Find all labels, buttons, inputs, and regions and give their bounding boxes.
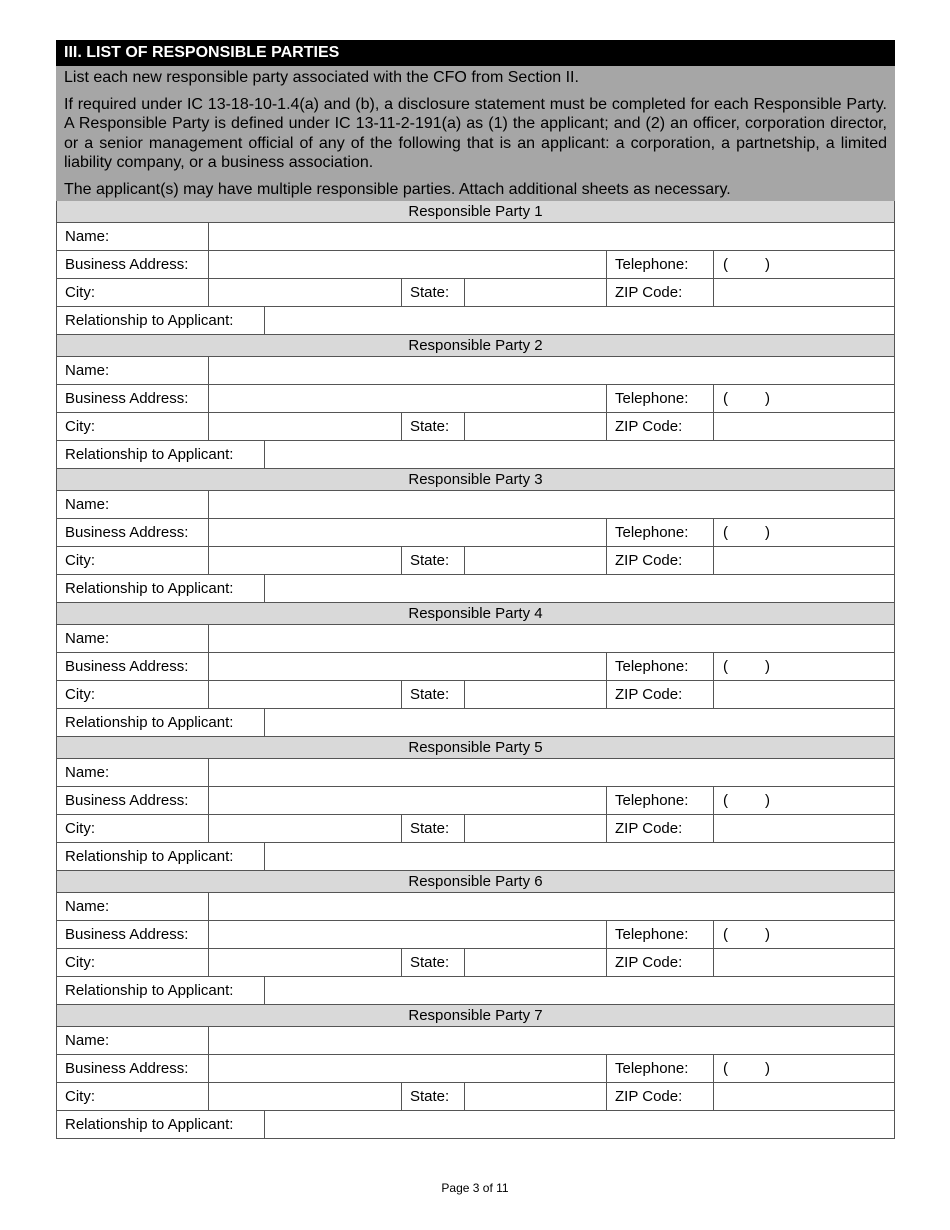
name-row	[56, 491, 895, 519]
telephone-area-close: )	[765, 926, 770, 943]
city-row	[56, 279, 895, 307]
relationship-row	[56, 1111, 895, 1139]
city-row	[56, 815, 895, 843]
name-row	[56, 893, 895, 921]
relationship-field[interactable]	[265, 843, 895, 870]
address-row	[56, 519, 895, 547]
city-label: City:	[65, 284, 95, 301]
state-field[interactable]	[465, 815, 606, 842]
zip-field[interactable]	[714, 949, 895, 976]
zip-field[interactable]	[714, 279, 895, 306]
business-address-field[interactable]	[209, 251, 606, 278]
telephone-area-open: (	[723, 1060, 728, 1077]
business-address-label: Business Address:	[65, 1060, 189, 1077]
responsible-party-3	[56, 469, 895, 603]
intro-paragraph: List each new responsible party associated with the CFO from Section II.	[64, 69, 579, 86]
telephone-label: Telephone:	[615, 658, 689, 675]
relationship-field[interactable]	[265, 977, 895, 1004]
zip-label: ZIP Code:	[615, 954, 683, 971]
relationship-row	[56, 977, 895, 1005]
city-row	[56, 547, 895, 575]
business-address-field[interactable]	[209, 1055, 606, 1082]
zip-label: ZIP Code:	[615, 284, 683, 301]
city-label: City:	[65, 1088, 95, 1105]
relationship-row	[56, 843, 895, 871]
responsible-party-1	[56, 201, 895, 335]
relationship-label: Relationship to Applicant:	[65, 1116, 234, 1133]
relationship-row	[56, 575, 895, 603]
telephone-field[interactable]	[714, 519, 895, 546]
name-row	[56, 223, 895, 251]
relationship-row	[56, 709, 895, 737]
telephone-field[interactable]	[714, 251, 895, 278]
responsible-parties-form	[56, 40, 895, 1139]
business-address-label: Business Address:	[65, 658, 189, 675]
state-field[interactable]	[465, 547, 606, 574]
telephone-area-close: )	[765, 792, 770, 809]
telephone-field[interactable]	[714, 1055, 895, 1082]
name-row	[56, 759, 895, 787]
name-row	[56, 357, 895, 385]
zip-field[interactable]	[714, 413, 895, 440]
telephone-label: Telephone:	[615, 792, 689, 809]
address-row	[56, 1055, 895, 1083]
intro-paragraph: The applicant(s) may have multiple responsible parties. Attach additional sheets as necessary.	[64, 180, 731, 198]
zip-label: ZIP Code:	[615, 552, 683, 569]
telephone-area-open: (	[723, 926, 728, 943]
state-label: State:	[410, 284, 450, 301]
zip-field[interactable]	[714, 1083, 895, 1110]
name-field[interactable]	[209, 625, 895, 652]
responsible-party-5	[56, 737, 895, 871]
relationship-label: Relationship to Applicant:	[65, 848, 234, 865]
name-label: Name:	[65, 228, 110, 245]
zip-label: ZIP Code:	[615, 418, 683, 435]
city-field[interactable]	[209, 681, 401, 708]
business-address-label: Business Address:	[65, 926, 189, 943]
address-row	[56, 921, 895, 949]
city-label: City:	[65, 686, 95, 703]
telephone-area-close: )	[765, 658, 770, 675]
name-field[interactable]	[209, 893, 895, 920]
name-field[interactable]	[209, 357, 895, 384]
state-label: State:	[410, 418, 450, 435]
business-address-label: Business Address:	[65, 390, 189, 407]
address-row	[56, 787, 895, 815]
responsible-party-7	[56, 1005, 895, 1139]
name-label: Name:	[65, 630, 110, 647]
telephone-area-close: )	[765, 256, 770, 273]
name-field[interactable]	[209, 491, 895, 518]
name-label: Name:	[65, 764, 110, 781]
relationship-label: Relationship to Applicant:	[65, 714, 234, 731]
zip-label: ZIP Code:	[615, 686, 683, 703]
state-field[interactable]	[465, 681, 606, 708]
business-address-field[interactable]	[209, 921, 606, 948]
relationship-field[interactable]	[265, 1111, 895, 1138]
telephone-field[interactable]	[714, 385, 895, 412]
state-label: State:	[410, 954, 450, 971]
relationship-field[interactable]	[265, 307, 895, 334]
city-field[interactable]	[209, 547, 401, 574]
telephone-area-open: (	[723, 524, 728, 541]
relationship-label: Relationship to Applicant:	[65, 446, 234, 463]
state-label: State:	[410, 552, 450, 569]
relationship-label: Relationship to Applicant:	[65, 580, 234, 597]
party-header: Responsible Party 7	[56, 1005, 895, 1027]
city-field[interactable]	[209, 1083, 401, 1110]
business-address-label: Business Address:	[65, 524, 189, 541]
state-field[interactable]	[465, 413, 606, 440]
telephone-area-close: )	[765, 1060, 770, 1077]
relationship-field[interactable]	[265, 575, 895, 602]
city-field[interactable]	[209, 949, 401, 976]
address-row	[56, 653, 895, 681]
name-label: Name:	[65, 898, 110, 915]
telephone-area-close: )	[765, 524, 770, 541]
relationship-field[interactable]	[265, 441, 895, 468]
business-address-label: Business Address:	[65, 792, 189, 809]
zip-label: ZIP Code:	[615, 820, 683, 837]
telephone-label: Telephone:	[615, 390, 689, 407]
address-row	[56, 385, 895, 413]
business-address-label: Business Address:	[65, 256, 189, 273]
parties-list	[56, 201, 895, 1139]
zip-label: ZIP Code:	[615, 1088, 683, 1105]
city-label: City:	[65, 552, 95, 569]
responsible-party-6	[56, 871, 895, 1005]
state-field[interactable]	[465, 949, 606, 976]
telephone-label: Telephone:	[615, 1060, 689, 1077]
name-field[interactable]	[209, 759, 895, 786]
city-row	[56, 413, 895, 441]
name-row	[56, 1027, 895, 1055]
responsible-party-2	[56, 335, 895, 469]
city-row	[56, 1083, 895, 1111]
business-address-field[interactable]	[209, 787, 606, 814]
city-field[interactable]	[209, 815, 401, 842]
business-address-field[interactable]	[209, 385, 606, 412]
relationship-field[interactable]	[265, 709, 895, 736]
name-label: Name:	[65, 362, 110, 379]
city-label: City:	[65, 418, 95, 435]
party-header: Responsible Party 4	[56, 603, 895, 625]
party-header: Responsible Party 1	[56, 201, 895, 223]
name-row	[56, 625, 895, 653]
name-field[interactable]	[209, 223, 895, 250]
intro-paragraph: If required under IC 13-18-10-1.4(a) and (b), a disclosure statement must be completed for each Responsible Party. A Responsible Party is defined under IC 13-11-2-191(a) as (1) the applicant; and (2) an officer, corporation director, or a senior management official of any of the following that is an applicant: a corporation, a partnetship, a limited liability company, or a business association.	[64, 95, 887, 171]
page-number: Page 3 of 11	[441, 1181, 509, 1195]
telephone-field[interactable]	[714, 787, 895, 814]
relationship-label: Relationship to Applicant:	[65, 982, 234, 999]
section-intro	[56, 66, 895, 201]
state-label: State:	[410, 820, 450, 837]
party-header: Responsible Party 2	[56, 335, 895, 357]
name-label: Name:	[65, 1032, 110, 1049]
address-row	[56, 251, 895, 279]
city-field[interactable]	[209, 279, 401, 306]
city-row	[56, 681, 895, 709]
telephone-area-open: (	[723, 658, 728, 675]
state-field[interactable]	[465, 1083, 606, 1110]
business-address-field[interactable]	[209, 519, 606, 546]
telephone-area-open: (	[723, 792, 728, 809]
party-header: Responsible Party 5	[56, 737, 895, 759]
zip-field[interactable]	[714, 547, 895, 574]
zip-field[interactable]	[714, 815, 895, 842]
telephone-label: Telephone:	[615, 256, 689, 273]
name-field[interactable]	[209, 1027, 895, 1054]
city-row	[56, 949, 895, 977]
state-label: State:	[410, 686, 450, 703]
business-address-field[interactable]	[209, 653, 606, 680]
telephone-label: Telephone:	[615, 524, 689, 541]
telephone-field[interactable]	[714, 921, 895, 948]
responsible-party-4	[56, 603, 895, 737]
relationship-row	[56, 307, 895, 335]
state-label: State:	[410, 1088, 450, 1105]
city-label: City:	[65, 820, 95, 837]
party-header: Responsible Party 6	[56, 871, 895, 893]
relationship-row	[56, 441, 895, 469]
state-field[interactable]	[465, 279, 606, 306]
zip-field[interactable]	[714, 681, 895, 708]
city-label: City:	[65, 954, 95, 971]
telephone-area-close: )	[765, 390, 770, 407]
telephone-label: Telephone:	[615, 926, 689, 943]
relationship-label: Relationship to Applicant:	[65, 312, 234, 329]
city-field[interactable]	[209, 413, 401, 440]
telephone-area-open: (	[723, 256, 728, 273]
telephone-area-open: (	[723, 390, 728, 407]
telephone-field[interactable]	[714, 653, 895, 680]
section-title: III. LIST OF RESPONSIBLE PARTIES	[56, 40, 895, 66]
name-label: Name:	[65, 496, 110, 513]
party-header: Responsible Party 3	[56, 469, 895, 491]
